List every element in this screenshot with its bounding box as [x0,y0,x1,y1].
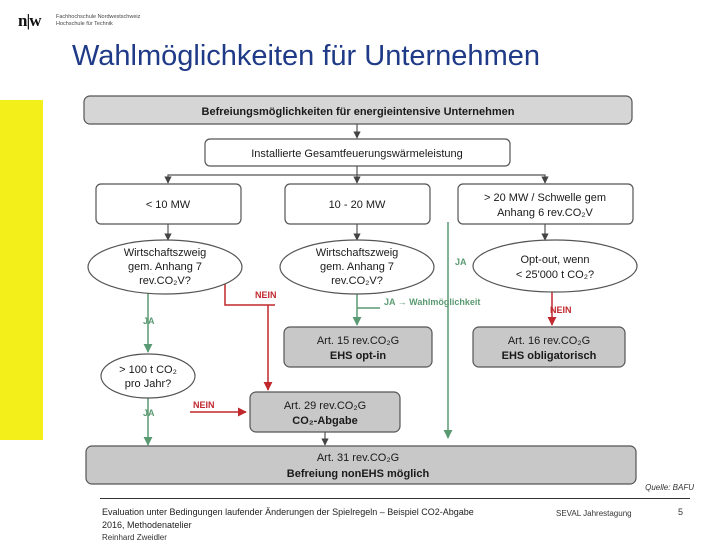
col2-label: 10 - 20 MW [328,199,386,211]
label-nein-ellipse1: NEIN [255,290,277,300]
label-ja-wahl: JA → Wahlmöglichkeit [384,297,481,307]
source-note: Quelle: BAFU [645,483,694,492]
col3-label-1: > 20 MW / Schwelle gem [484,192,606,204]
col1-label: < 10 MW [145,199,191,211]
label-ja-col3: JA [455,257,467,267]
top-box-label: Installierte Gesamtfeuerungswärmeleistung [251,148,463,160]
page-title: Wahlmöglichkeiten für Unternehmen [72,40,540,72]
label-ja-ellipse4: JA [143,408,155,418]
header-box-label: Befreiungsmöglichkeiten für energieintensive Unternehmen [201,106,515,118]
col3-label-2: Anhang 6 rev.CO₂V [497,207,593,219]
ellipse-4 [101,354,195,398]
art31-line-1: Art. 31 rev.CO₂G [316,452,400,464]
ellipse-4-line-1: > 100 t CO₂ [119,364,177,376]
art16-line-2: EHS obligatorisch [501,350,597,362]
logo-line-1: Fachhochschule Nordwestschweiz [56,14,141,20]
page-number: 5 [678,507,684,517]
ellipse-1-line-3: rev.CO₂V? [139,275,191,287]
footer-divider [100,498,690,499]
art15-line-1: Art. 15 rev.CO₂G [316,335,400,347]
footer-author: Reinhard Zweidler [102,533,167,542]
ellipse-3-line-1: Opt-out, wenn [520,254,590,266]
ellipse-2-line-3: rev.CO₂V? [331,275,383,287]
art15-line-2: EHS opt-in [329,350,387,362]
footer-text [102,506,474,532]
footer-org: SEVAL Jahrestagung [556,509,632,518]
label-nein-ellipse3: NEIN [550,305,572,315]
art31-line-2: Befreiung nonEHS möglich [286,468,430,480]
ellipse-2-line-1: Wirtschaftszweig [315,247,399,259]
ellipse-4-line-2: pro Jahr? [124,378,172,390]
art29-line-1: Art. 29 rev.CO₂G [283,400,367,412]
logo-mark: n|w [18,11,41,30]
ellipse-1-line-1: Wirtschaftszweig [123,247,207,259]
ellipse-1-line-2: gem. Anhang 7 [127,261,203,273]
ellipse-2-line-2: gem. Anhang 7 [319,261,395,273]
label-ja-ellipse1: JA [143,316,155,326]
art16-line-1: Art. 16 rev.CO₂G [507,335,591,347]
ellipse-3 [473,240,637,292]
logo-line-2: Hochschule für Technik [56,21,113,27]
footer-line-2: 2016, Methodenatelier [102,520,192,530]
label-nein-ellipse4: NEIN [193,400,215,410]
ellipse-3-line-2: < 25'000 t CO₂? [515,269,595,281]
art29-line-2: CO₂-Abgabe [292,415,358,427]
footer-line-1: Evaluation unter Bedingungen laufender Änderungen der Spielregeln – Beispiel CO2-Abgabe [102,507,474,517]
